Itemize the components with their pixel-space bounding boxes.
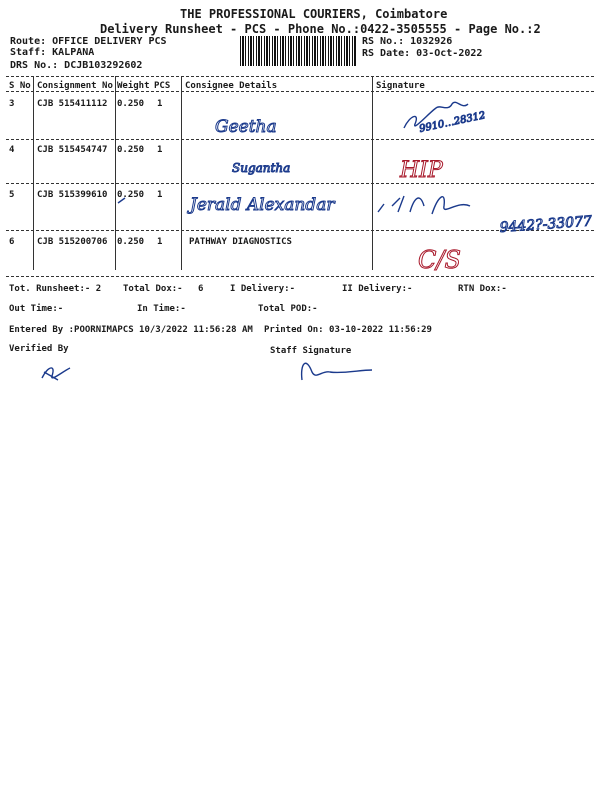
- total-runsheet: Tot. Runsheet:- 2: [9, 284, 102, 294]
- table-row-sno: 3: [9, 99, 15, 109]
- col-header-pcs: PCS: [154, 81, 171, 91]
- handwritten-signature-note: HIP: [400, 158, 443, 183]
- col-header-signature: Signature: [376, 81, 425, 91]
- table-row-sno: 5: [9, 190, 15, 200]
- in-time: In Time:-: [137, 304, 186, 314]
- rtn-dox: RTN Dox:-: [458, 284, 507, 294]
- table-row-weight: 0.250: [117, 237, 145, 247]
- handwritten-name: Geetha: [215, 117, 277, 137]
- col-header-consignment: Consignment No: [37, 81, 113, 91]
- total-dox-value: 6: [198, 284, 204, 294]
- company-name: THE PROFESSIONAL COURIERS, Coimbatore: [180, 7, 448, 21]
- rs-date: RS Date: 03-Oct-2022: [362, 48, 483, 59]
- table-row-pcs: 1: [157, 190, 163, 200]
- rs-number: RS No.: 1032926: [362, 36, 453, 47]
- handwritten-signature-note: C/S: [418, 246, 461, 274]
- table-row-consignment: CJB 515200706: [37, 237, 108, 247]
- handwritten-signature-note: 9442?-33077: [499, 213, 593, 236]
- handwritten-name: Sugantha: [232, 161, 291, 175]
- table-row-sno: 6: [9, 237, 15, 247]
- tick-mark: [118, 198, 125, 203]
- table-row-pcs: 1: [157, 145, 163, 155]
- table-row-consignment: CJB 515454747: [37, 145, 108, 155]
- table-row-pcs: 1: [157, 237, 163, 247]
- verified-by-label: Verified By: [9, 344, 69, 354]
- table-row-pcs: 1: [157, 99, 163, 109]
- table-row-weight: 0.250: [117, 99, 145, 109]
- staff-signature-scribble: [302, 363, 372, 380]
- ii-delivery: II Delivery:-: [342, 284, 413, 294]
- total-dox-label: Total Dox:-: [123, 284, 183, 294]
- total-pod: Total POD:-: [258, 304, 318, 314]
- col-header-weight: Weight: [117, 81, 150, 91]
- entered-by: Entered By :POORNIMAPCS 10/3/2022 11:56:28 AM: [9, 325, 253, 335]
- staff-label: Staff: KALPANA: [10, 47, 95, 58]
- route-label: Route: OFFICE DELIVERY PCS: [10, 36, 167, 47]
- handwritten-signature-note: 9910…28312: [418, 110, 487, 135]
- runsheet-subtitle: Delivery Runsheet - PCS - Phone No.:0422-3505555 - Page No.:2: [100, 22, 541, 36]
- verifier-signature: [42, 368, 70, 380]
- signature-scribble: [378, 196, 470, 214]
- col-header-consignee: Consignee Details: [185, 81, 278, 91]
- table-row-consignee: PATHWAY DIAGNOSTICS: [189, 237, 292, 247]
- col-header-sno: S No: [9, 81, 31, 91]
- printed-on: Printed On: 03-10-2022 11:56:29: [264, 325, 432, 335]
- staff-signature-label: Staff Signature: [270, 346, 352, 356]
- table-row-weight: 0.250: [117, 190, 145, 200]
- out-time: Out Time:-: [9, 304, 64, 314]
- table-row-consignment: CJB 515399610: [37, 190, 108, 200]
- handwritten-name: Jerald Alexandar: [190, 195, 335, 215]
- table-row-consignment: CJB 515411112: [37, 99, 108, 109]
- i-delivery: I Delivery:-: [230, 284, 296, 294]
- table-row-sno: 4: [9, 145, 15, 155]
- drs-number: DRS No.: DCJB103292602: [10, 60, 143, 71]
- table-row-weight: 0.250: [117, 145, 145, 155]
